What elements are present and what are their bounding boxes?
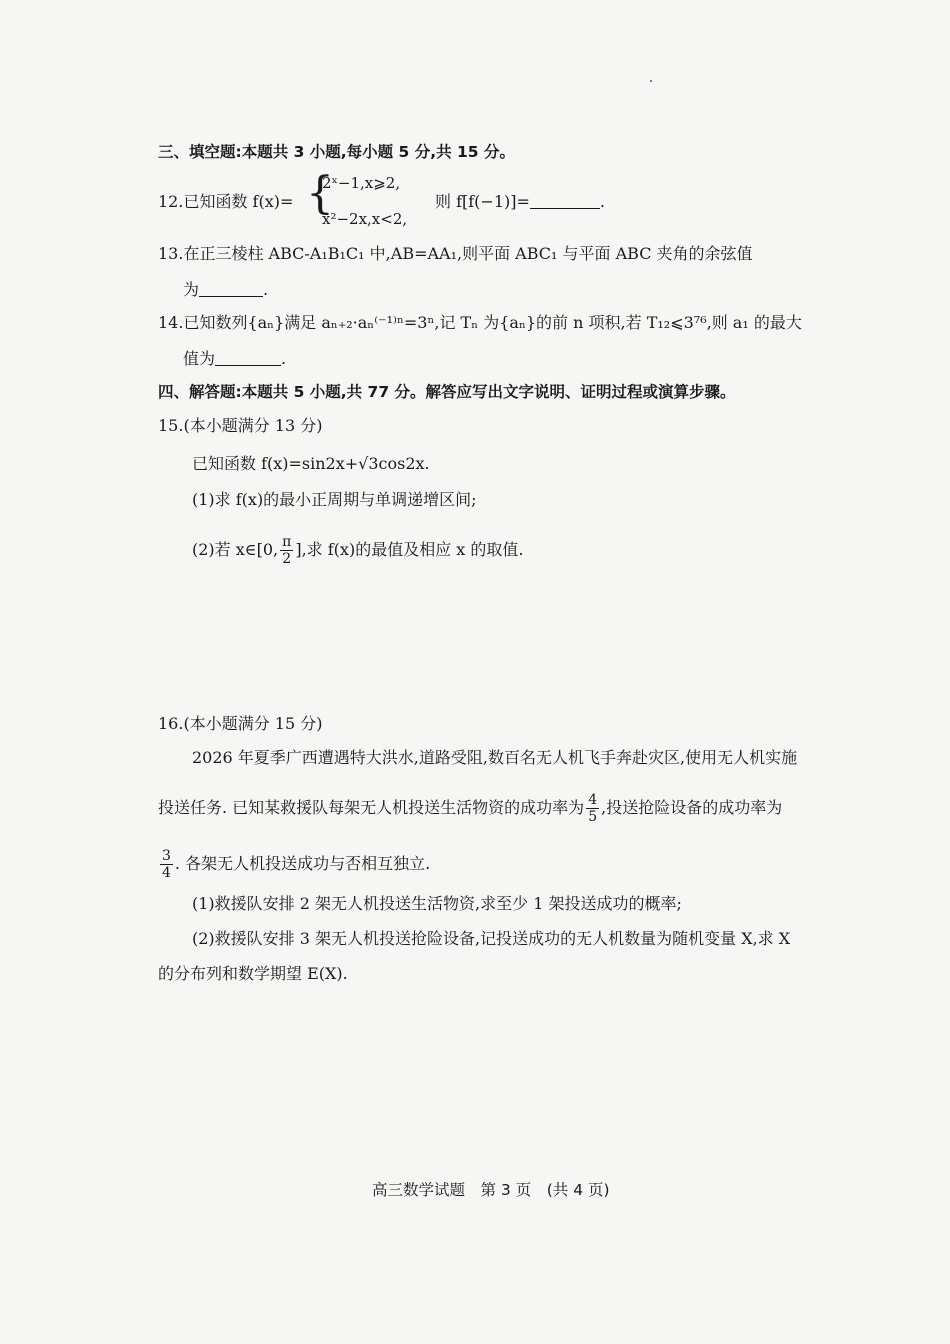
q16-line-1: 2026 年夏季广西遭遇特大洪水,道路受阻,数百名无人机飞手奔赴灾区,使用无人机实施: [192, 748, 798, 767]
q16-frac1-num: 4: [588, 792, 598, 808]
q15-title: 15.(本小题满分 13 分): [158, 416, 323, 435]
q12-prefix: 12.已知函数 f(x)=: [158, 192, 294, 211]
q16-line-2-suffix: ,投送抢险设备的成功率为: [601, 798, 783, 817]
q14-line-2-prefix: 值为: [183, 349, 216, 368]
q16-frac1-den: 5: [588, 809, 598, 825]
q13-line-1: 13.在正三棱柱 ABC-A₁B₁C₁ 中,AB=AA₁,则平面 ABC₁ 与平面 ABC 夹角的余弦值: [158, 244, 753, 263]
q16-frac2-num: 3: [162, 848, 171, 864]
scan-speck: [650, 80, 652, 82]
q14-line-1: 14.已知数列{aₙ}满足 aₙ₊₂·aₙ⁽⁻¹⁾ⁿ=3ⁿ,记 Tₙ 为{aₙ}的前 n 项积,若 T₁₂⩽3⁷⁶,则 a₁ 的最大: [158, 313, 802, 332]
q13-line-2-prefix: 为: [183, 280, 200, 299]
q14-line-2: 值为 .: [183, 349, 287, 368]
section-4-heading: 四、解答题:本题共 5 小题,共 77 分。解答应写出文字说明、证明过程或演算步骤。: [158, 383, 736, 401]
piecewise-brace: {: [306, 168, 334, 219]
q12-answer-blank: [530, 192, 600, 209]
q15-part-1: (1)求 f(x)的最小正周期与单调递增区间;: [192, 490, 477, 509]
section-3-heading: 三、填空题:本题共 3 小题,每小题 5 分,共 15 分。: [158, 143, 515, 161]
q16-title: 16.(本小题满分 15 分): [158, 714, 323, 733]
q12-suffix: 则 f[f(−1)]=: [435, 192, 530, 211]
q16-part-2-line-2: 的分布列和数学期望 E(X).: [158, 964, 348, 983]
q13-answer-blank: [199, 280, 263, 297]
q12-case-1: 2ˣ−1,x⩾2,: [322, 174, 401, 192]
page-footer: 高三数学试题 第 3 页 (共 4 页): [372, 1181, 610, 1199]
q16-fraction-2: [160, 848, 173, 881]
q15-interval-fraction: [280, 534, 293, 567]
q16-line-3: [158, 848, 430, 881]
q12-case-2: x²−2x,x<2,: [322, 210, 408, 228]
q15-part-2-suffix: ],求 f(x)的最值及相应 x 的取值.: [295, 540, 524, 559]
q16-part-2-line-1: (2)救援队安排 3 架无人机投送抢险设备,记投送成功的无人机数量为随机变量 X,求 X: [192, 929, 791, 948]
q14-answer-blank: [215, 349, 281, 366]
q16-part-1: (1)救援队安排 2 架无人机投送生活物资,求至少 1 架投送成功的概率;: [192, 894, 682, 913]
q15-part-2-prefix: (2)若 x∈[0,: [192, 540, 279, 559]
q15-frac-den: 2: [282, 551, 292, 567]
q16-line-2: [158, 792, 782, 825]
q16-fraction-1: [586, 792, 599, 825]
q16-line-2-prefix: 投送任务. 已知某救援队每架无人机投送生活物资的成功率为: [158, 798, 585, 817]
q12-suffix-row: 则 f[f(−1)]= .: [435, 192, 605, 211]
q15-stem: 已知函数 f(x)=sin2x+√3cos2x.: [192, 454, 430, 473]
q15-part-2: [192, 534, 523, 567]
q16-line-3-suffix: . 各架无人机投送成功与否相互独立.: [174, 854, 431, 873]
q16-frac2-den: 4: [162, 865, 171, 881]
q15-frac-num: π: [282, 534, 292, 550]
q13-line-2: 为 .: [183, 280, 269, 299]
